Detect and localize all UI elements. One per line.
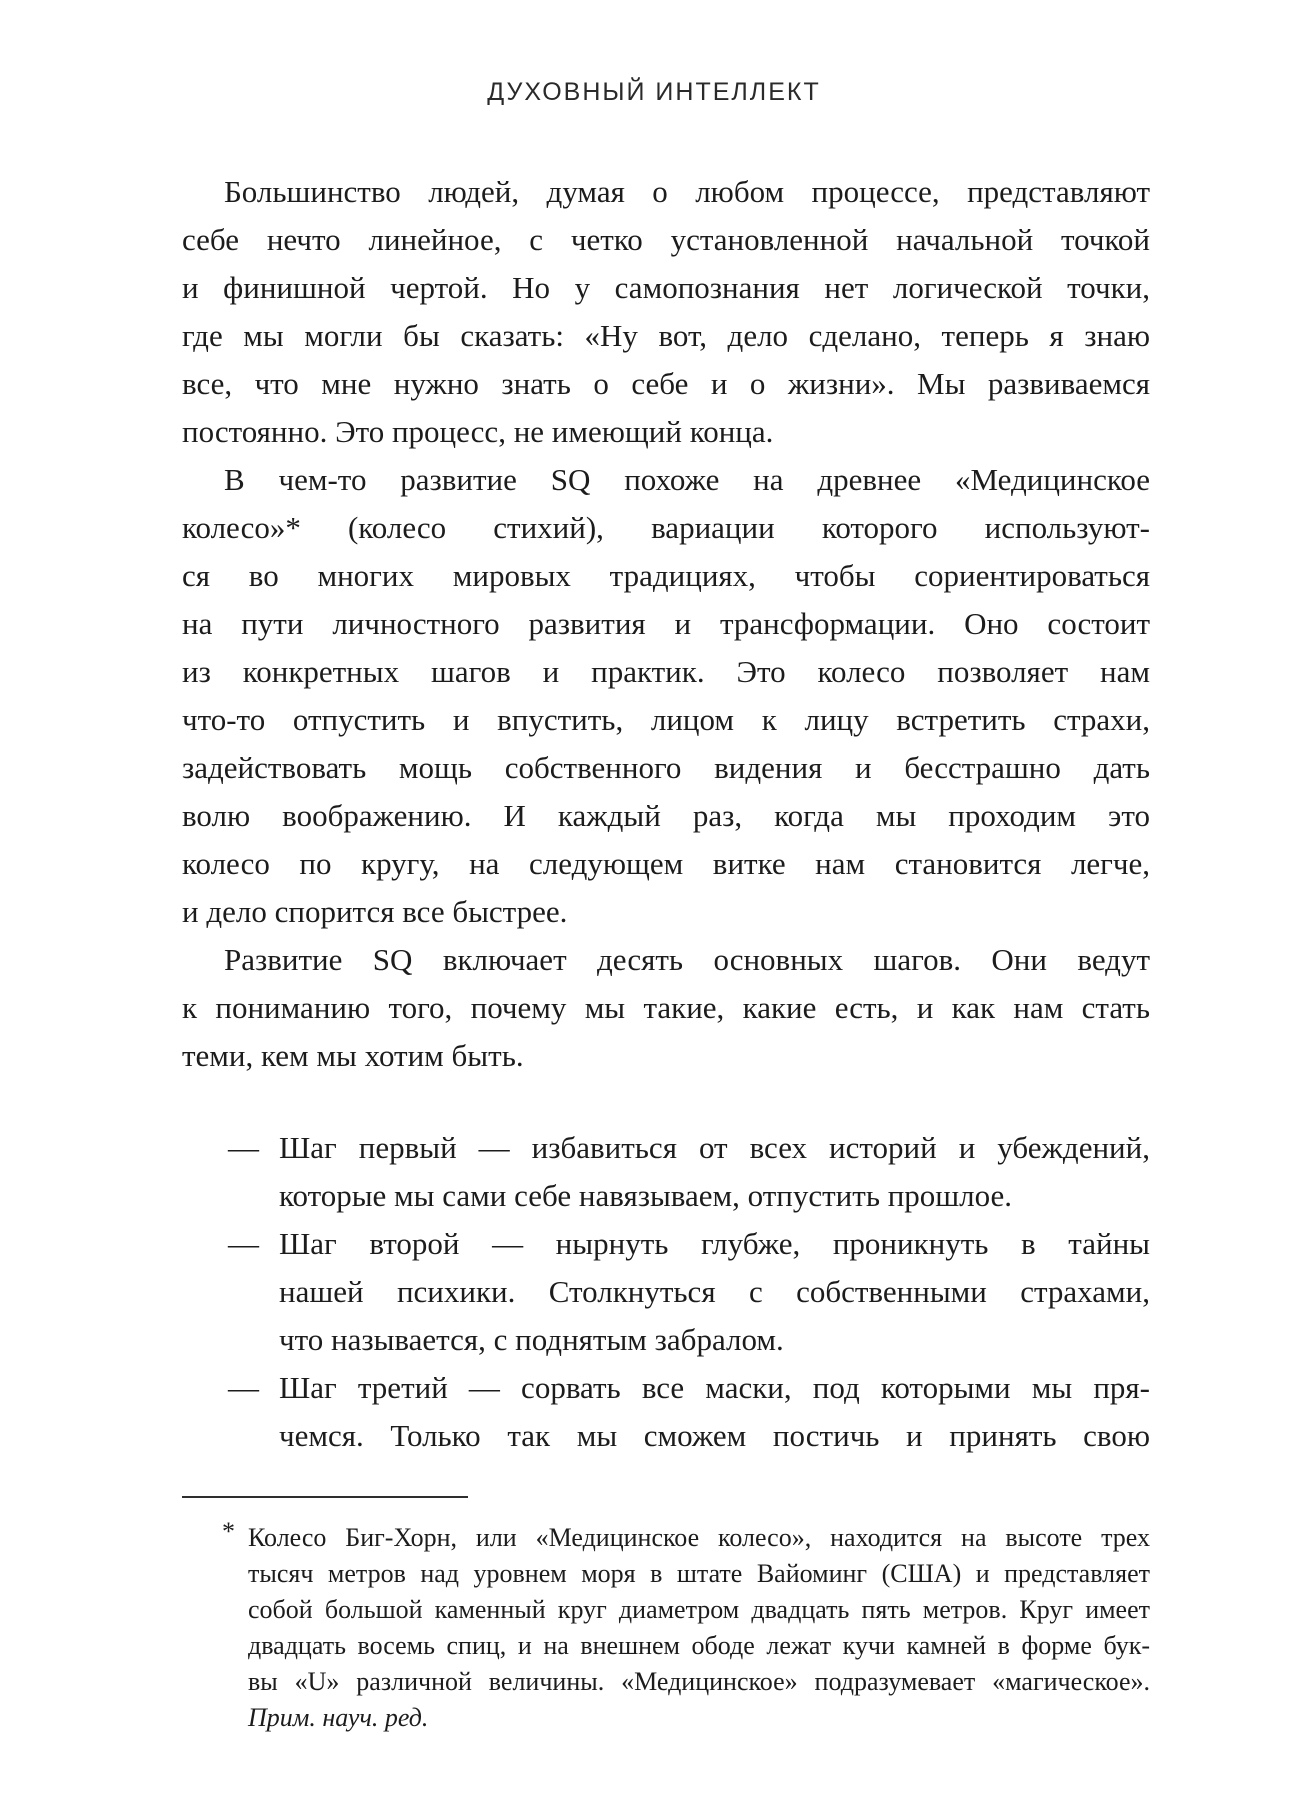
footnote [182,1517,1150,1736]
list-item-line: нашей психики. Столкнуться с собственными страхами, [279,1274,1150,1309]
footnote-line: вы «U» различной величины. «Медицинское» подразумевает «магическое». [248,1667,1150,1696]
footnote-line: двадцать восемь спиц, и на внешнем ободе лежат кучи камней в форме бук- [248,1631,1150,1660]
paragraph-line: волю воображению. И каждый раз, когда мы проходим это [182,798,1150,833]
paragraph-line: к пониманию того, почему мы такие, какие есть, и как нам стать [182,990,1150,1025]
list-item-step-3 [182,1364,1150,1460]
running-head: ДУХОВНЫЙ ИНТЕЛЛЕКТ [487,78,821,106]
paragraph-line: постоянно. Это процесс, не имеющий конца. [182,414,774,449]
paragraph-1 [182,168,1150,456]
paragraph-line: ся во многих мировых традициях, чтобы сориентироваться [182,558,1150,593]
paragraph-line: из конкретных шагов и практик. Это колесо позволяет нам [182,654,1150,689]
paragraph-line: себе нечто линейное, с четко установленной начальной точкой [182,222,1150,257]
paragraph-line: Развитие SQ включает десять основных шагов. Они ведут [224,942,1150,977]
paragraph-line: теми, кем мы хотим быть. [182,1038,524,1073]
paragraph-line: где мы могли бы сказать: «Ну вот, дело сделано, теперь я знаю [182,318,1150,353]
footnote-text [248,1520,1150,1700]
paragraph-2 [182,456,1150,936]
paragraph-line: задействовать мощь собственного видения и бесстрашно дать [182,750,1150,785]
list-dash-marker: — [228,1130,259,1165]
paragraph-line: что-то отпустить и впустить, лицом к лицу встретить страхи, [182,702,1150,737]
paragraph-line: на пути личностного развития и трансформации. Оно состоит [182,606,1150,641]
list-item-line: что называется, с поднятым забралом. [279,1322,784,1357]
paragraph-line: Большинство людей, думая о любом процессе, представляют [224,174,1150,209]
paragraph-line: все, что мне нужно знать о себе и о жизни». Мы развиваемся [182,366,1150,401]
list-item-step-2 [182,1220,1150,1364]
list-dash-marker: — [228,1226,259,1261]
footnote-line: тысяч метров над уровнем моря в штате Вайоминг (США) и представляет [248,1559,1150,1588]
list-item-line: которые мы сами себе навязываем, отпустить прошлое. [279,1178,1013,1213]
footnote-marker: * [222,1517,235,1546]
list-dash-marker: — [228,1370,259,1405]
paragraph-3 [182,936,1150,1080]
main-text-block [182,168,1150,1460]
paragraph-line: В чем-то развитие SQ похоже на древнее «Медицинское [224,462,1150,497]
footnote-attribution: Прим. науч. ред. [248,1703,429,1732]
paragraph-line: и финишной чертой. Но у самопознания нет логической точки, [182,270,1150,305]
footnote-divider [182,1496,468,1498]
paragraphs-container [182,168,1150,1080]
paragraph-line: колесо по кругу, на следующем витке нам становится легче, [182,846,1150,881]
list-item-line: Шаг второй — нырнуть глубже, проникнуть в тайны [279,1226,1150,1261]
paragraph-line: и дело спорится все быстрее. [182,894,568,929]
list-item-line: Шаг первый — избавиться от всех историй и убеждений, [279,1130,1150,1165]
list-item-step-1 [182,1124,1150,1220]
footnote-line: собой большой каменный круг диаметром двадцать пять метров. Круг имеет [248,1595,1150,1624]
steps-list [182,1124,1150,1460]
list-item-line: Шаг третий — сорвать все маски, под которыми мы пря- [279,1370,1150,1405]
list-item-line: чемся. Только так мы сможем постичь и принять свою [279,1418,1150,1453]
paragraph-line: колесо»* (колесо стихий), вариации которого используют- [182,510,1150,545]
footnote-line: Колесо Биг-Хорн, или «Медицинское колесо», находится на высоте трех [248,1523,1150,1552]
